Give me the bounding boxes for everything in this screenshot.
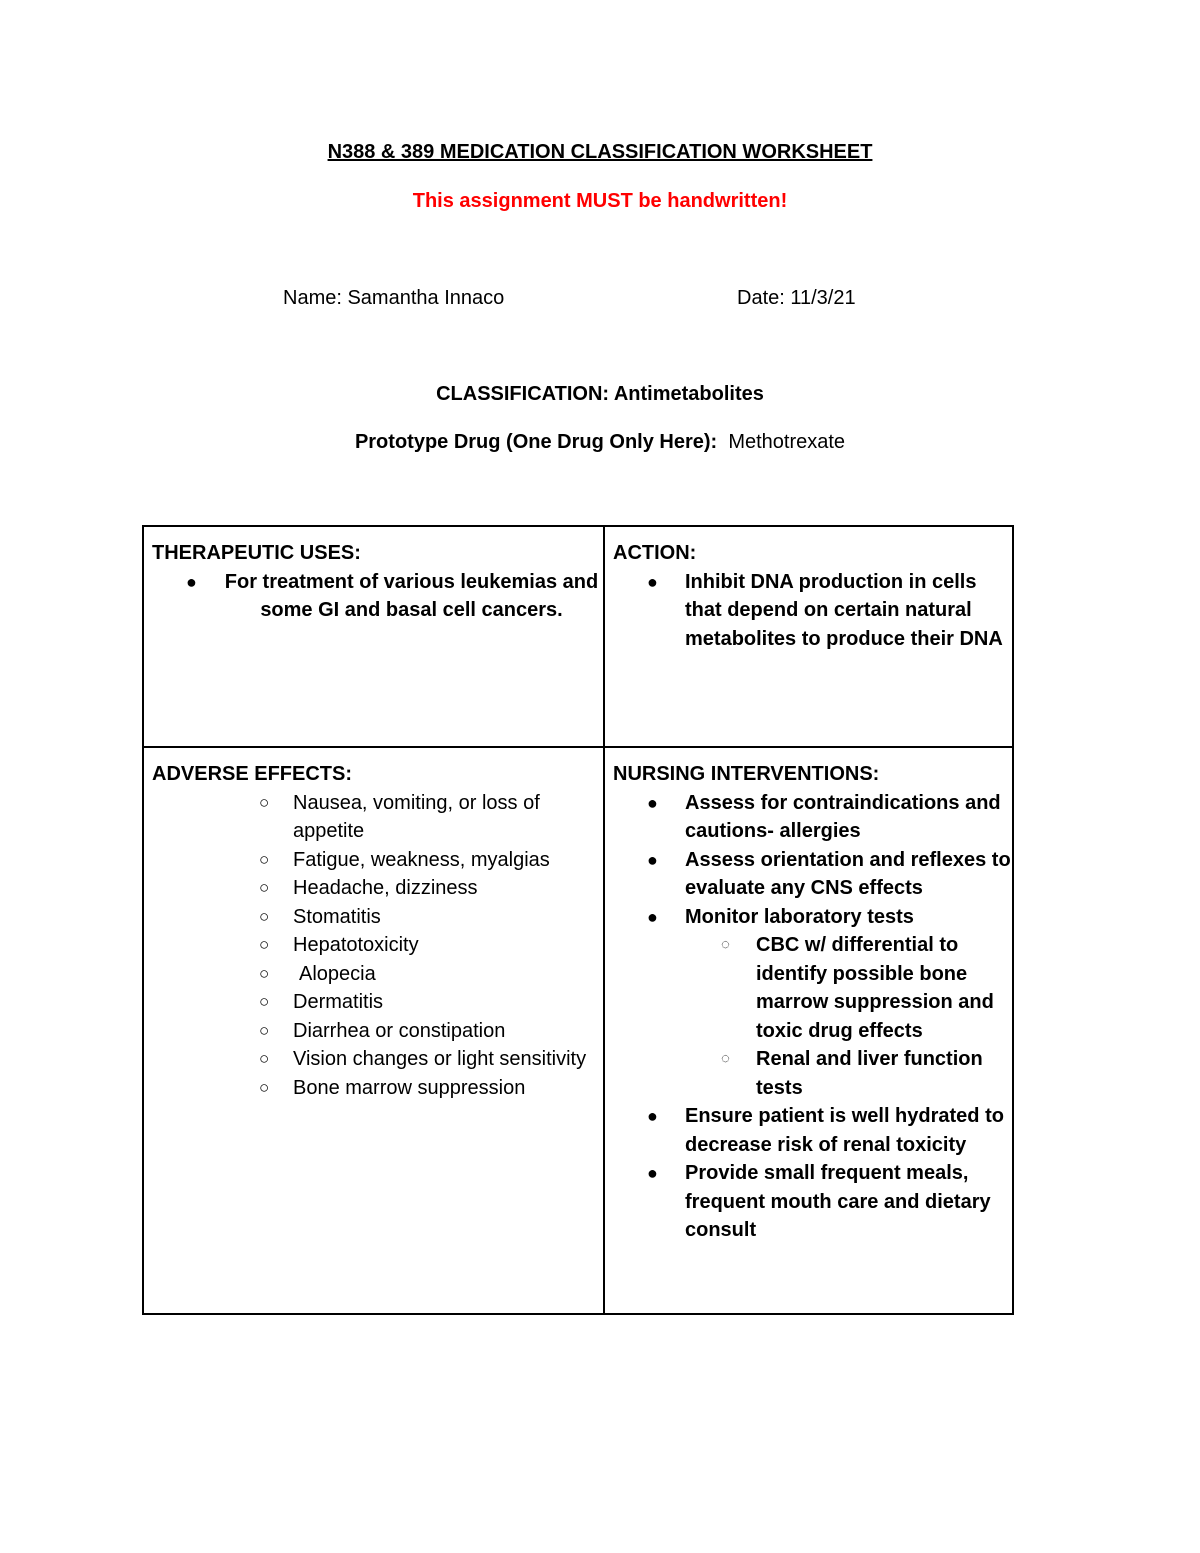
action-list [613, 568, 1012, 654]
list-item: ○ Vision changes or light sensitivity [152, 1045, 603, 1074]
hollow-bullet-icon: ○ [259, 1049, 270, 1068]
therapeutic-uses-list [152, 568, 603, 625]
student-name: Name: Samantha Innaco [283, 287, 505, 309]
hollow-bullet-icon: ○ [259, 963, 270, 983]
list-item: ○ Fatigue, weakness, myalgias [152, 846, 603, 875]
medication-table [142, 525, 1014, 1315]
filled-bullet-icon: ● [186, 571, 197, 592]
list-item: ○ Dermatitis [152, 988, 603, 1017]
list-item: ○ Alopecia [152, 960, 603, 989]
handwritten-warning: This assignment MUST be handwritten! [412, 190, 788, 212]
hollow-bullet-icon: ○ [259, 935, 270, 954]
prototype-drug-value: Methotrexate [728, 431, 846, 453]
nursing-interventions-list [613, 789, 1012, 1245]
list-subitem: ◌ Renal and liver function tests [613, 1045, 1012, 1102]
list-item: ● For treatment of various leukemias and some GI and basal cell cancers. [152, 568, 603, 625]
list-item: ● Inhibit DNA production in cells that depend on certain natural metabolites to produce their DNA [613, 568, 1012, 654]
filled-bullet-icon: ● [647, 1106, 658, 1126]
filled-bullet-icon: ● [647, 1163, 658, 1183]
hollow-bullet-icon: ○ [259, 1020, 270, 1040]
worksheet-date: Date: 11/3/21 [737, 287, 856, 309]
therapeutic-uses-heading: THERAPEUTIC USES: [152, 542, 361, 564]
nursing-interventions-heading: NURSING INTERVENTIONS: [613, 763, 880, 785]
nursing-interventions-cell [605, 748, 1012, 1313]
list-subitem: ◌ CBC w/ differential to identify possible bone marrow suppression and toxic drug effects [613, 931, 1012, 1045]
filled-bullet-icon: ● [647, 571, 658, 592]
list-item: ● Ensure patient is well hydrated to decrease risk of renal toxicity [613, 1102, 1012, 1159]
adverse-effects-heading: ADVERSE EFFECTS: [152, 763, 353, 785]
hollow-bullet-icon: ○ [259, 1077, 270, 1097]
filled-bullet-icon: ● [647, 792, 658, 813]
list-item: ○ Stomatitis [152, 903, 603, 932]
list-item: ● Monitor laboratory tests [613, 903, 1012, 932]
list-item: ○ Diarrhea or constipation [152, 1017, 603, 1046]
adverse-effects-list [152, 789, 603, 1103]
list-item: ○ Headache, dizziness [152, 874, 603, 903]
hollow-bullet-icon: ○ [259, 992, 270, 1011]
prototype-drug-line [0, 431, 1200, 454]
hollow-bullet-icon: ○ [259, 849, 270, 869]
hollow-bullet-icon: ○ [259, 878, 270, 897]
list-item: ● Assess orientation and reflexes to evaluate any CNS effects [613, 846, 1012, 903]
therapeutic-uses-cell [144, 527, 605, 748]
action-cell [605, 527, 1012, 748]
hollow-bullet-icon: ○ [259, 906, 270, 926]
filled-bullet-icon: ● [647, 849, 658, 870]
filled-bullet-icon: ● [647, 906, 658, 927]
classification-label: CLASSIFICATION: Antimetabolites [436, 383, 764, 405]
sub-bullet-icon: ◌ [721, 1050, 730, 1067]
list-item: ○ Hepatotoxicity [152, 931, 603, 960]
worksheet-title: N388 & 389 MEDICATION CLASSIFICATION WORKSHEET [327, 141, 873, 163]
prototype-drug-label: Prototype Drug (One Drug Only Here): [354, 431, 718, 453]
adverse-effects-cell [144, 748, 605, 1313]
sub-bullet-icon: ◌ [721, 936, 730, 953]
list-item: ○ Bone marrow suppression [152, 1074, 603, 1103]
list-item: ○ Nausea, vomiting, or loss of appetite [152, 789, 603, 846]
list-item: ● Assess for contraindications and cautions- allergies [613, 789, 1012, 846]
list-item: ● Provide small frequent meals, frequent mouth care and dietary consult [613, 1159, 1012, 1245]
action-heading: ACTION: [613, 542, 697, 564]
hollow-bullet-icon: ○ [259, 792, 270, 812]
